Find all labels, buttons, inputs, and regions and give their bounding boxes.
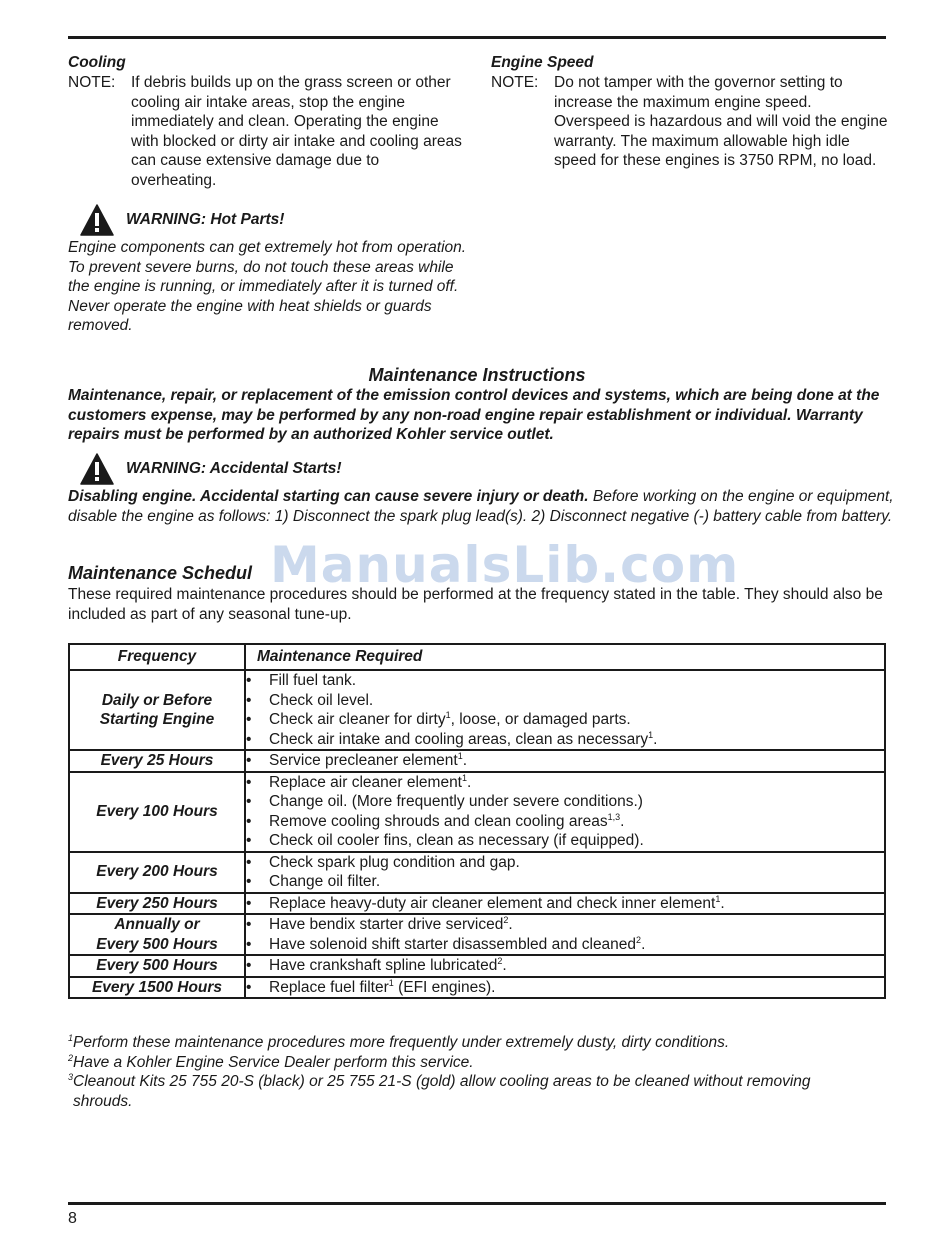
maintenance-schedule-heading: Maintenance Schedul: [68, 563, 253, 583]
frequency-cell: Annually or Every 500 Hours: [69, 914, 245, 955]
accidental-starts-warning: [68, 451, 898, 526]
list-item: • Remove cooling shrouds and clean cooling areas$^{1,3}$.: [246, 812, 884, 832]
list-item: • Check air intake and cooling areas, clean as necessary$^1$.: [246, 730, 884, 750]
maintenance-schedule-table: [68, 643, 886, 999]
frequency-cell: Every 500 Hours: [69, 955, 245, 977]
hot-parts-warning-title: WARNING: Hot Parts!: [126, 211, 285, 229]
note-label: NOTE:: [491, 74, 539, 91]
maintenance-instructions-text: Maintenance, repair, or replacement of the emission control devices and systems, which are being done at the customers expense, may be performed by any non-road engine repair establishment or individual. Warranty repairs must be performed by an authorized Kohler service outlet.: [68, 387, 880, 443]
list-item: • Change oil. (More frequently under severe conditions.): [246, 792, 884, 812]
tasks-cell: [245, 914, 885, 955]
list-item: • Replace air cleaner element$^1$.: [246, 773, 884, 793]
maintenance-schedule-text: These required maintenance procedures should be performed at the frequency stated in the table. They should also be included as part of any seasonal tune-up.: [68, 586, 883, 623]
hot-parts-warning-header: [68, 202, 468, 238]
frequency-cell: Every 1500 Hours: [69, 977, 245, 999]
warning-triangle-icon: [80, 204, 114, 236]
table-row: [69, 852, 885, 893]
tasks-cell: [245, 955, 885, 977]
top-rule: [68, 36, 886, 39]
engine-speed-heading: Engine Speed: [491, 54, 594, 71]
frequency-cell: Daily or Before Starting Engine: [69, 670, 245, 750]
note-label: NOTE:: [68, 74, 116, 91]
table-row: [69, 750, 885, 772]
tasks-cell: [245, 893, 885, 915]
list-item: • Check spark plug condition and gap.: [246, 853, 884, 873]
maintenance-instructions-heading: Maintenance Instructions: [368, 365, 586, 385]
list-item: • Replace fuel filter$^1$ (EFI engines).: [246, 978, 884, 998]
tasks-cell: [245, 670, 885, 750]
list-item: • Check oil cooler fins, clean as necessary (if equipped).: [246, 831, 884, 851]
list-item: • Have crankshaft spline lubricated$^2$.: [246, 956, 884, 976]
engine-speed-note: [491, 73, 891, 171]
table-row: [69, 893, 885, 915]
footnote: $^1$Perform these maintenance procedures more frequently under extremely dusty, dirty conditions.: [68, 1033, 730, 1051]
list-item: • Replace heavy-duty air cleaner element and check inner element$^1$.: [246, 894, 884, 914]
tasks-cell: [245, 852, 885, 893]
warning-triangle-icon: [80, 453, 114, 485]
cooling-heading: Cooling: [68, 54, 126, 71]
table-row: [69, 772, 885, 852]
list-item: • Change oil filter.: [246, 872, 884, 892]
table-row: [69, 914, 885, 955]
footnote: $^2$Have a Kohler Engine Service Dealer perform this service.: [68, 1052, 474, 1071]
engine-speed-section: [491, 52, 891, 171]
bottom-rule: [68, 1202, 886, 1205]
engine-speed-note-text: Do not tamper with the governor setting to increase the maximum engine speed. Overspeed is hazardous and will void the engine warranty. The maximum allowable high idle speed for these engines is 3750 RPM, no load.: [554, 74, 888, 169]
maintenance-required-header: Maintenance Required: [245, 644, 885, 670]
tasks-cell: [245, 977, 885, 999]
list-item: • Have bendix starter drive serviced$^2$.: [246, 915, 884, 935]
list-item: • Have solenoid shift starter disassembled and cleaned$^2$.: [246, 935, 884, 955]
accidental-starts-lead: Disabling engine. Accidental starting can cause severe injury or death.: [68, 488, 589, 505]
frequency-header: Frequency: [69, 644, 245, 670]
accidental-starts-text: Before working on the engine or equipment, disable the engine as follows: 1) Disconnect the spark plug lead(s). 2) Disconnect negative (-) battery cable from battery.: [68, 488, 894, 525]
table-row: [69, 977, 885, 999]
frequency-cell: Every 25 Hours: [69, 750, 245, 772]
list-item: • Fill fuel tank.: [246, 671, 884, 691]
accidental-starts-warning-header: [68, 451, 898, 487]
hot-parts-warning-text: Engine components can get extremely hot from operation. To prevent severe burns, do not touch these areas while the engine is running, or immediately after it is turned off. Never operate the engine with heat shields or guards removed.: [68, 239, 467, 334]
watermark: ManualsLib.com: [270, 536, 740, 594]
cooling-note-text: If debris builds up on the grass screen or other cooling air intake areas, stop the engine immediately and clean. Operating the engine with blocked or dirty air intake and cooling areas can cause extensive damage due to overheating.: [131, 74, 462, 189]
page-number: 8: [68, 1210, 77, 1227]
footnote-continuation: shrouds.: [73, 1092, 133, 1110]
tasks-cell: [245, 772, 885, 852]
cooling-section: [68, 52, 468, 336]
frequency-cell: Every 100 Hours: [69, 772, 245, 852]
frequency-cell: Every 200 Hours: [69, 852, 245, 893]
footnotes: [68, 1033, 898, 1111]
footnote: $^3$Cleanout Kits 25 755 20-S (black) or 25 755 21-S (gold) allow cooling areas to be cleaned without removing: [68, 1072, 811, 1090]
cooling-note: [68, 73, 468, 190]
list-item: • Service precleaner element$^1$.: [246, 751, 884, 771]
table-header-row: [69, 644, 885, 670]
accidental-starts-warning-title: WARNING: Accidental Starts!: [126, 460, 342, 478]
accidental-starts-warning-body: [68, 487, 898, 526]
frequency-cell: Every 250 Hours: [69, 893, 245, 915]
list-item: • Check air cleaner for dirty$^1$, loose, or damaged parts.: [246, 710, 884, 730]
tasks-cell: [245, 750, 885, 772]
table-row: [69, 955, 885, 977]
table-row: [69, 670, 885, 750]
list-item: • Check oil level.: [246, 691, 884, 711]
